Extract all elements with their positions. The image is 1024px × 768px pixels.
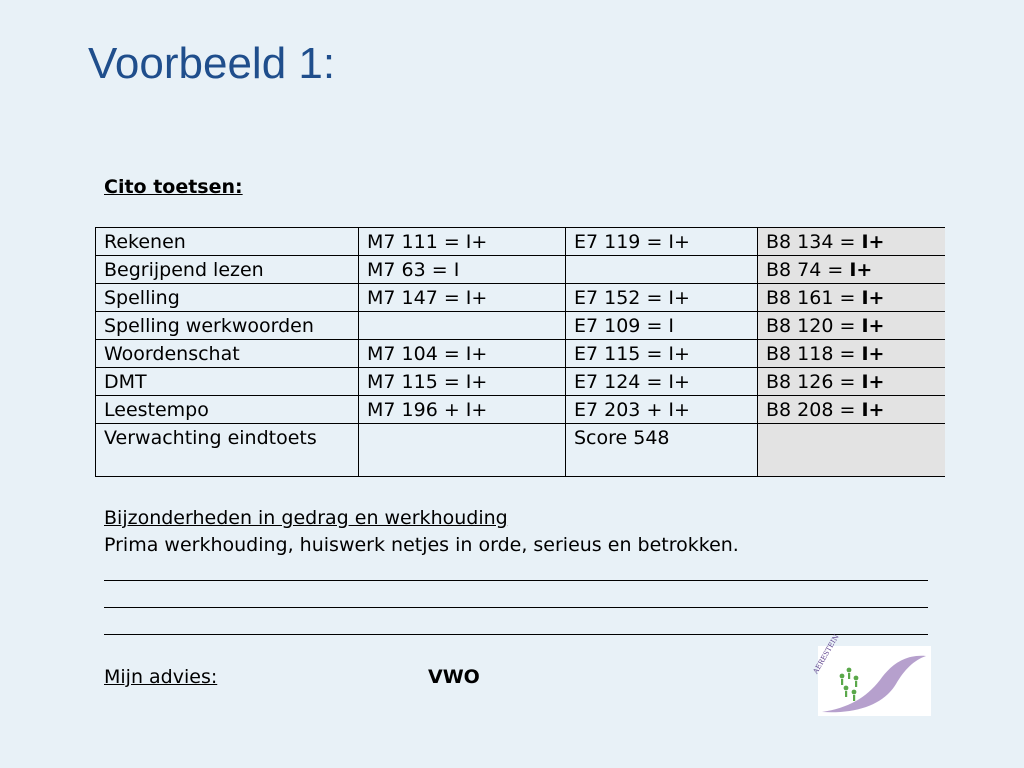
remarks-heading: Bijzonderheden in gedrag en werkhouding (104, 507, 508, 529)
blank-line (104, 580, 928, 581)
table-row (96, 312, 945, 340)
table-row (96, 284, 945, 312)
subject-cell: Rekenen (96, 228, 359, 256)
e7-cell: E7 203 + I+ (566, 396, 758, 424)
subject-cell: Woordenschat (96, 340, 359, 368)
table-row (96, 256, 945, 284)
b8-cell: B8 120 = I+ (758, 312, 945, 340)
table-row (96, 368, 945, 396)
blank-line (104, 607, 928, 608)
subject-cell: Spelling werkwoorden (96, 312, 359, 340)
b8-cell: B8 134 = I+ (758, 228, 945, 256)
remarks-section (104, 505, 739, 559)
blank-line (104, 634, 928, 635)
b8-cell (758, 424, 945, 477)
subject-cell: Verwachting eindtoets (96, 424, 359, 477)
e7-cell (566, 256, 758, 284)
b8-cell: B8 161 = I+ (758, 284, 945, 312)
e7-cell: E7 115 = I+ (566, 340, 758, 368)
remarks-text: Prima werkhouding, huiswerk netjes in orde, serieus en betrokken. (104, 534, 739, 556)
table-row (96, 340, 945, 368)
m7-cell: M7 115 = I+ (359, 368, 566, 396)
m7-cell (359, 424, 566, 477)
b8-cell: B8 74 = I+ (758, 256, 945, 284)
subject-cell: Leestempo (96, 396, 359, 424)
m7-cell: M7 111 = I+ (359, 228, 566, 256)
subject-cell: Spelling (96, 284, 359, 312)
table-row (96, 228, 945, 256)
m7-cell (359, 312, 566, 340)
cito-table (95, 227, 945, 477)
cito-heading: Cito toetsen: (104, 176, 243, 198)
table-row (96, 396, 945, 424)
advice-label: Mijn advies: (104, 666, 218, 688)
table-row (96, 424, 945, 477)
e7-cell: E7 152 = I+ (566, 284, 758, 312)
m7-cell: M7 104 = I+ (359, 340, 566, 368)
b8-cell: B8 118 = I+ (758, 340, 945, 368)
logo-graphic (811, 633, 931, 716)
b8-cell: B8 126 = I+ (758, 368, 945, 396)
b8-cell: B8 208 = I+ (758, 396, 945, 424)
m7-cell: M7 147 = I+ (359, 284, 566, 312)
m7-cell: M7 63 = I (359, 256, 566, 284)
e7-cell: E7 109 = I (566, 312, 758, 340)
e7-cell: E7 124 = I+ (566, 368, 758, 396)
subject-cell: DMT (96, 368, 359, 396)
aerestein-logo-icon (811, 633, 931, 716)
advice-value: VWO (428, 666, 480, 688)
e7-cell: E7 119 = I+ (566, 228, 758, 256)
subject-cell: Begrijpend lezen (96, 256, 359, 284)
slide-title: Voorbeeld 1: (88, 39, 336, 88)
m7-cell: M7 196 + I+ (359, 396, 566, 424)
logo-text: AERESTEIN (811, 633, 841, 676)
e7-cell: Score 548 (566, 424, 758, 477)
